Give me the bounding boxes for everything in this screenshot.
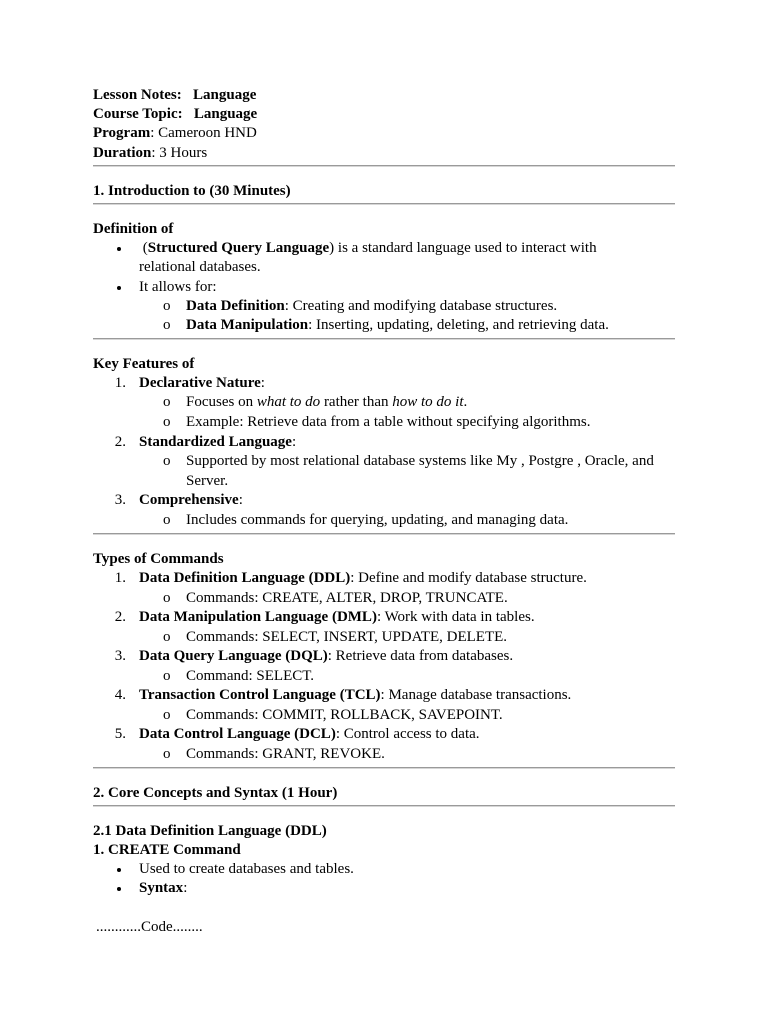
create-item-1: Used to create databases and tables.	[139, 861, 354, 877]
list-number: 1.	[114, 570, 126, 586]
divider	[93, 533, 675, 535]
course-topic-value: Language	[193, 106, 258, 122]
feature-2-sub-1: Supported by most relational database systems like My , Postgre , Oracle, and	[186, 453, 654, 469]
sub-bullet-icon: o	[163, 707, 171, 723]
sub-bullet-icon: o	[163, 414, 171, 430]
sub-bullet-icon: o	[163, 746, 171, 762]
create-command-heading: 1. CREATE Command	[93, 842, 241, 858]
code-placeholder: ............Code........	[96, 919, 203, 935]
program-value: : Cameroon HND	[150, 125, 257, 141]
types-heading: Types of Commands	[93, 551, 224, 567]
bullet-icon	[117, 868, 121, 872]
list-number: 3.	[114, 648, 126, 664]
section-heading-intro: 1. Introduction to (30 Minutes)	[93, 183, 291, 199]
definition-sub-1: Data Definition: Creating and modifying database structures.	[186, 298, 558, 314]
course-topic-label: Course Topic:	[93, 106, 183, 122]
duration-value: : 3 Hours	[151, 145, 208, 161]
type-2-sub: Commands: SELECT, INSERT, UPDATE, DELETE.	[186, 629, 508, 645]
divider	[93, 805, 675, 807]
type-3-sub: Command: SELECT.	[186, 668, 315, 684]
lesson-notes-line	[93, 86, 256, 105]
divider	[93, 767, 675, 769]
program-line	[93, 124, 257, 143]
sub-bullet-icon: o	[163, 512, 171, 528]
create-item-2: Syntax:	[139, 880, 188, 896]
list-number: 2.	[114, 434, 126, 450]
features-heading: Key Features of	[93, 356, 195, 372]
type-item-1: Data Definition Language (DDL): Define and modify database structure.	[139, 570, 587, 586]
bullet-icon	[117, 247, 121, 251]
sub-bullet-icon: o	[163, 668, 171, 684]
list-number: 3.	[114, 492, 126, 508]
definition-item-1: (Structured Query Language) is a standard language used to interact with	[142, 240, 597, 256]
lesson-notes-label: Lesson Notes:	[93, 87, 182, 103]
sub-bullet-icon: o	[163, 394, 171, 410]
type-item-3: Data Query Language (DQL): Retrieve data from databases.	[139, 648, 514, 664]
duration-line	[93, 144, 207, 163]
divider	[93, 203, 675, 205]
divider	[93, 165, 675, 167]
type-item-5: Data Control Language (DCL): Control access to data.	[139, 726, 480, 742]
divider	[93, 338, 675, 340]
type-5-sub: Commands: GRANT, REVOKE.	[186, 746, 385, 762]
list-number: 5.	[114, 726, 126, 742]
course-topic-line	[93, 105, 257, 124]
section-heading-core: 2. Core Concepts and Syntax (1 Hour)	[93, 785, 338, 801]
list-number: 1.	[114, 375, 126, 391]
feature-3-sub-1: Includes commands for querying, updating, and managing data.	[186, 512, 569, 528]
definition-sub-2: Data Manipulation: Inserting, updating, deleting, and retrieving data.	[186, 317, 609, 333]
bullet-icon	[117, 286, 121, 290]
type-1-sub: Commands: CREATE, ALTER, DROP, TRUNCATE.	[186, 590, 508, 606]
definition-heading: Definition of	[93, 221, 174, 237]
feature-2-sub-1-cont: Server.	[186, 473, 229, 489]
feature-item-1: Declarative Nature:	[139, 375, 265, 391]
feature-item-3: Comprehensive:	[139, 492, 243, 508]
feature-item-2: Standardized Language:	[139, 434, 297, 450]
list-number: 4.	[114, 687, 126, 703]
definition-item-1-cont: relational databases.	[139, 259, 261, 275]
type-item-2: Data Manipulation Language (DML): Work with data in tables.	[139, 609, 535, 625]
feature-1-sub-2: Example: Retrieve data from a table without specifying algorithms.	[186, 414, 591, 430]
duration-label: Duration	[93, 145, 152, 161]
feature-1-sub-1: Focuses on what to do rather than how to do it.	[186, 394, 468, 410]
definition-item-2: It allows for:	[139, 279, 217, 295]
list-number: 2.	[114, 609, 126, 625]
type-4-sub: Commands: COMMIT, ROLLBACK, SAVEPOINT.	[186, 707, 503, 723]
sub-bullet-icon: o	[163, 590, 171, 606]
ddl-subheading: 2.1 Data Definition Language (DDL)	[93, 823, 327, 839]
sub-bullet-icon: o	[163, 453, 171, 469]
sub-bullet-icon: o	[163, 629, 171, 645]
bullet-icon	[117, 887, 121, 891]
program-label: Program	[93, 125, 151, 141]
lesson-notes-value: Language	[193, 87, 257, 103]
type-item-4: Transaction Control Language (TCL): Manage database transactions.	[139, 687, 572, 703]
sub-bullet-icon: o	[163, 317, 171, 333]
sub-bullet-icon: o	[163, 298, 171, 314]
